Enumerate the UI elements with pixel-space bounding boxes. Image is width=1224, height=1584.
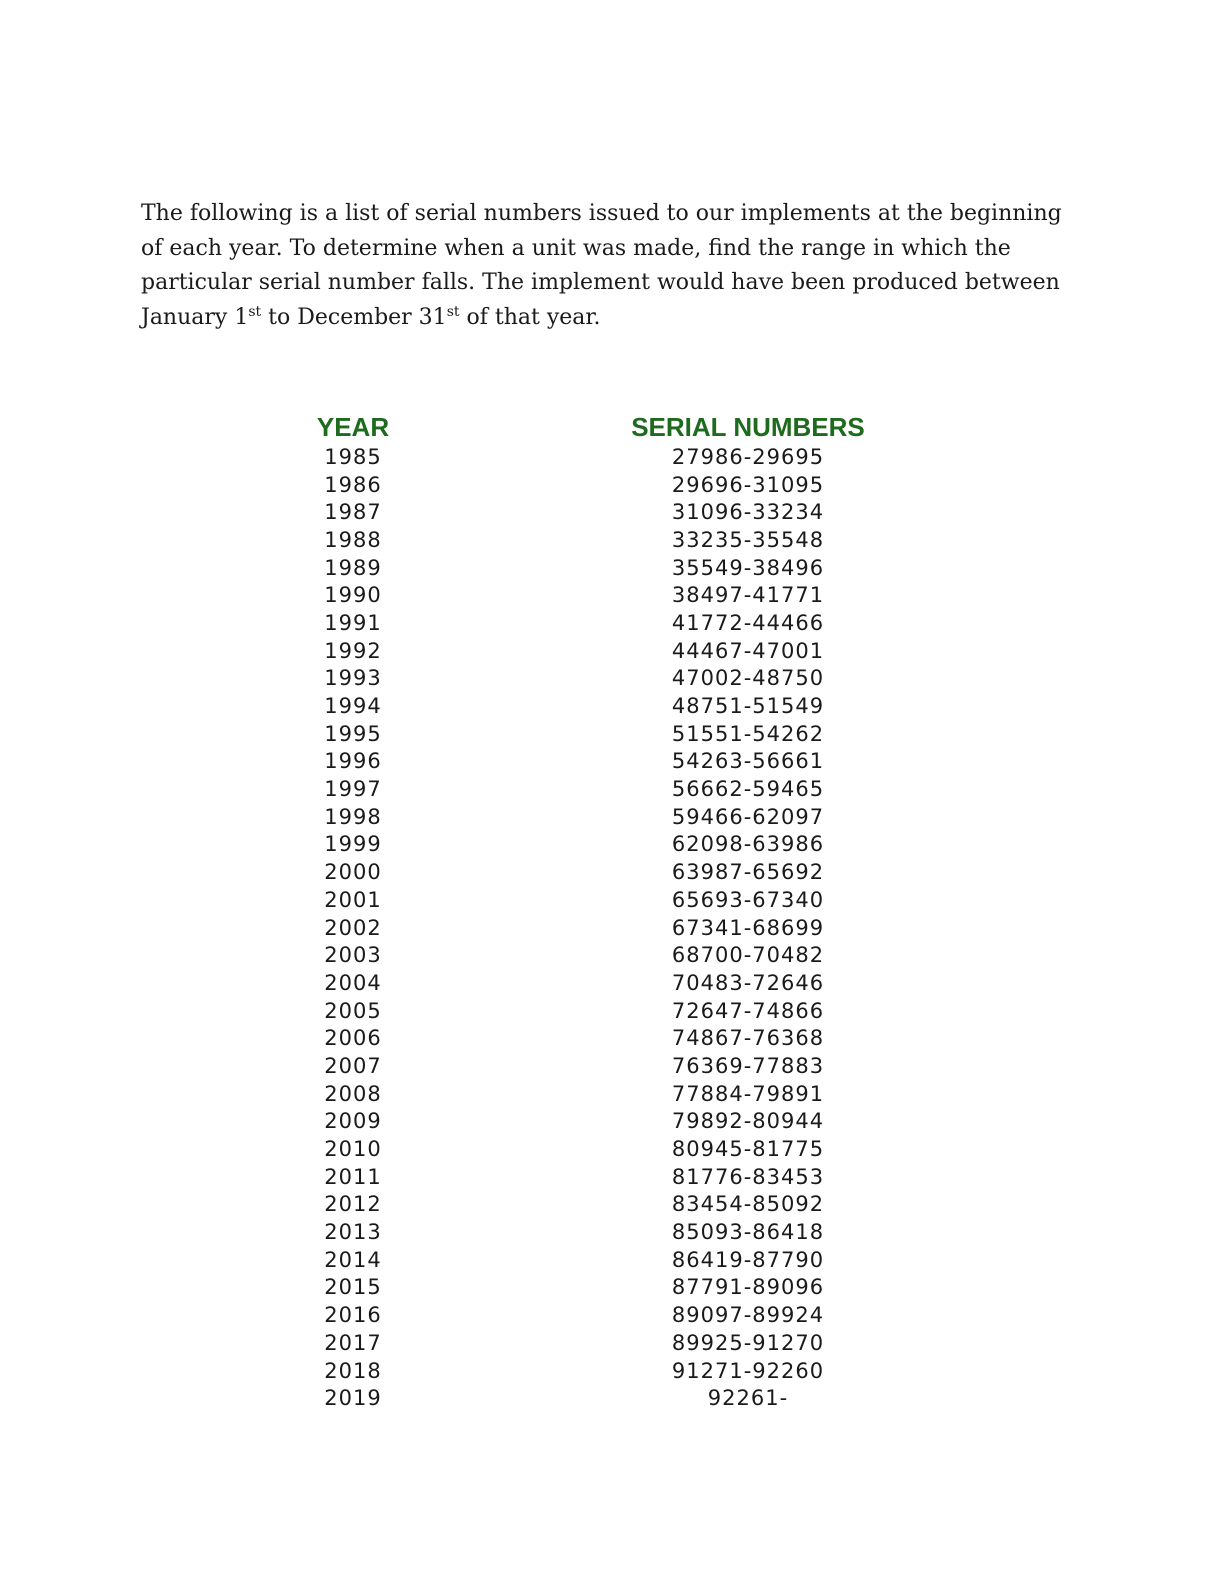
table-row — [253, 637, 1043, 665]
year-cell: 1993 — [324, 666, 382, 691]
table-row — [253, 1052, 1043, 1080]
serial-range-cell: 81776-83453 — [671, 1164, 825, 1189]
serial-range-cell: 76369-77883 — [671, 1053, 825, 1078]
year-cell: 1986 — [324, 472, 382, 497]
serial-range-cell: 62098-63986 — [671, 832, 825, 857]
serial-range-cell: 92261- — [707, 1386, 789, 1411]
table-row — [253, 526, 1043, 554]
serial-range-cell: 47002-48750 — [671, 666, 825, 691]
intro-text-middle: to December 31 — [261, 305, 447, 331]
year-cell: 2018 — [324, 1358, 382, 1383]
serial-range-cell: 48751-51549 — [671, 694, 825, 719]
year-cell: 2013 — [324, 1220, 382, 1245]
serial-range-cell: 85093-86418 — [671, 1220, 825, 1245]
ordinal-suffix-second: st — [446, 304, 460, 321]
serial-range-cell: 35549-38496 — [671, 555, 825, 580]
table-body — [253, 443, 1043, 1412]
serial-range-cell: 38497-41771 — [671, 583, 825, 608]
table-row — [253, 1246, 1043, 1274]
year-column-header: YEAR — [316, 412, 390, 442]
year-cell: 2001 — [324, 887, 382, 912]
table-row — [253, 1080, 1043, 1108]
year-cell: 1998 — [324, 804, 382, 829]
table-row — [253, 1218, 1043, 1246]
table-row — [253, 1357, 1043, 1385]
year-cell: 2008 — [324, 1081, 382, 1106]
year-cell: 1995 — [324, 721, 382, 746]
serial-range-cell: 89097-89924 — [671, 1303, 825, 1328]
table-row — [253, 831, 1043, 859]
year-cell: 2015 — [324, 1275, 382, 1300]
table-row — [253, 858, 1043, 886]
serial-range-cell: 70483-72646 — [671, 970, 825, 995]
table-row — [253, 692, 1043, 720]
serial-number-table — [253, 410, 1043, 1412]
year-cell: 2006 — [324, 1026, 382, 1051]
table-row — [253, 1301, 1043, 1329]
intro-paragraph — [141, 197, 1081, 336]
serial-range-cell: 80945-81775 — [671, 1137, 825, 1162]
serial-range-cell: 86419-87790 — [671, 1247, 825, 1272]
table-row — [253, 1135, 1043, 1163]
serial-range-cell: 65693-67340 — [671, 887, 825, 912]
serial-range-cell: 83454-85092 — [671, 1192, 825, 1217]
year-cell: 1988 — [324, 527, 382, 552]
year-cell: 2014 — [324, 1247, 382, 1272]
table-row — [253, 1274, 1043, 1302]
serial-range-cell: 31096-33234 — [671, 500, 825, 525]
year-cell: 2019 — [324, 1386, 382, 1411]
serial-range-cell: 77884-79891 — [671, 1081, 825, 1106]
serial-range-cell: 41772-44466 — [671, 610, 825, 635]
serial-range-cell: 54263-56661 — [671, 749, 825, 774]
year-cell: 2005 — [324, 998, 382, 1023]
table-row — [253, 1191, 1043, 1219]
serial-range-cell: 87791-89096 — [671, 1275, 825, 1300]
serial-range-cell: 79892-80944 — [671, 1109, 825, 1134]
serial-range-cell: 74867-76368 — [671, 1026, 825, 1051]
table-header-row — [253, 410, 1043, 443]
table-row — [253, 1384, 1043, 1412]
intro-text — [141, 197, 1081, 336]
serial-range-cell: 59466-62097 — [671, 804, 825, 829]
serial-numbers-column-header: SERIAL NUMBERS — [631, 412, 865, 442]
table-row — [253, 665, 1043, 693]
year-cell: 1985 — [324, 444, 382, 469]
serial-range-cell: 63987-65692 — [671, 860, 825, 885]
year-cell: 1992 — [324, 638, 382, 663]
year-cell: 1997 — [324, 777, 382, 802]
serial-range-cell: 44467-47001 — [671, 638, 825, 663]
table-row — [253, 1108, 1043, 1136]
year-cell: 2010 — [324, 1137, 382, 1162]
serial-range-cell: 29696-31095 — [671, 472, 825, 497]
year-cell: 2016 — [324, 1303, 382, 1328]
serial-range-cell: 89925-91270 — [671, 1330, 825, 1355]
year-cell: 2007 — [324, 1053, 382, 1078]
table-row — [253, 775, 1043, 803]
table-row — [253, 443, 1043, 471]
year-cell: 1987 — [324, 500, 382, 525]
table-row — [253, 471, 1043, 499]
table-row — [253, 609, 1043, 637]
table-row — [253, 997, 1043, 1025]
year-cell: 2009 — [324, 1109, 382, 1134]
table-row — [253, 554, 1043, 582]
table-row — [253, 581, 1043, 609]
table-row — [253, 748, 1043, 776]
year-cell: 2004 — [324, 970, 382, 995]
table-row — [253, 803, 1043, 831]
year-cell: 2017 — [324, 1330, 382, 1355]
table-row — [253, 498, 1043, 526]
year-cell: 1996 — [324, 749, 382, 774]
serial-range-cell: 27986-29695 — [671, 444, 825, 469]
table-row — [253, 1024, 1043, 1052]
table-row — [253, 1329, 1043, 1357]
intro-text-end: of that year. — [459, 305, 601, 331]
year-cell: 2000 — [324, 860, 382, 885]
table-row — [253, 941, 1043, 969]
table-row — [253, 720, 1043, 748]
ordinal-suffix-first: st — [248, 304, 262, 321]
serial-range-cell: 67341-68699 — [671, 915, 825, 940]
year-cell: 2012 — [324, 1192, 382, 1217]
serial-range-cell: 33235-35548 — [671, 527, 825, 552]
table-row — [253, 886, 1043, 914]
year-cell: 2002 — [324, 915, 382, 940]
year-cell: 1990 — [324, 583, 382, 608]
year-cell: 1989 — [324, 555, 382, 580]
year-cell: 1994 — [324, 694, 382, 719]
table-row — [253, 914, 1043, 942]
table-row — [253, 969, 1043, 997]
serial-range-cell: 56662-59465 — [671, 777, 825, 802]
table-row — [253, 1163, 1043, 1191]
intro-text-main: The following is a list of serial numbers issued to our implements at the beginning of each year. To determine when a unit was made, find the range in which the particular serial number falls. The implement would have been produced between January 1 — [141, 201, 1062, 331]
year-cell: 2011 — [324, 1164, 382, 1189]
year-cell: 1999 — [324, 832, 382, 857]
serial-range-cell: 91271-92260 — [671, 1358, 825, 1383]
year-cell: 2003 — [324, 943, 382, 968]
serial-range-cell: 68700-70482 — [671, 943, 825, 968]
year-cell: 1991 — [324, 610, 382, 635]
serial-range-cell: 51551-54262 — [671, 721, 825, 746]
serial-range-cell: 72647-74866 — [671, 998, 825, 1023]
